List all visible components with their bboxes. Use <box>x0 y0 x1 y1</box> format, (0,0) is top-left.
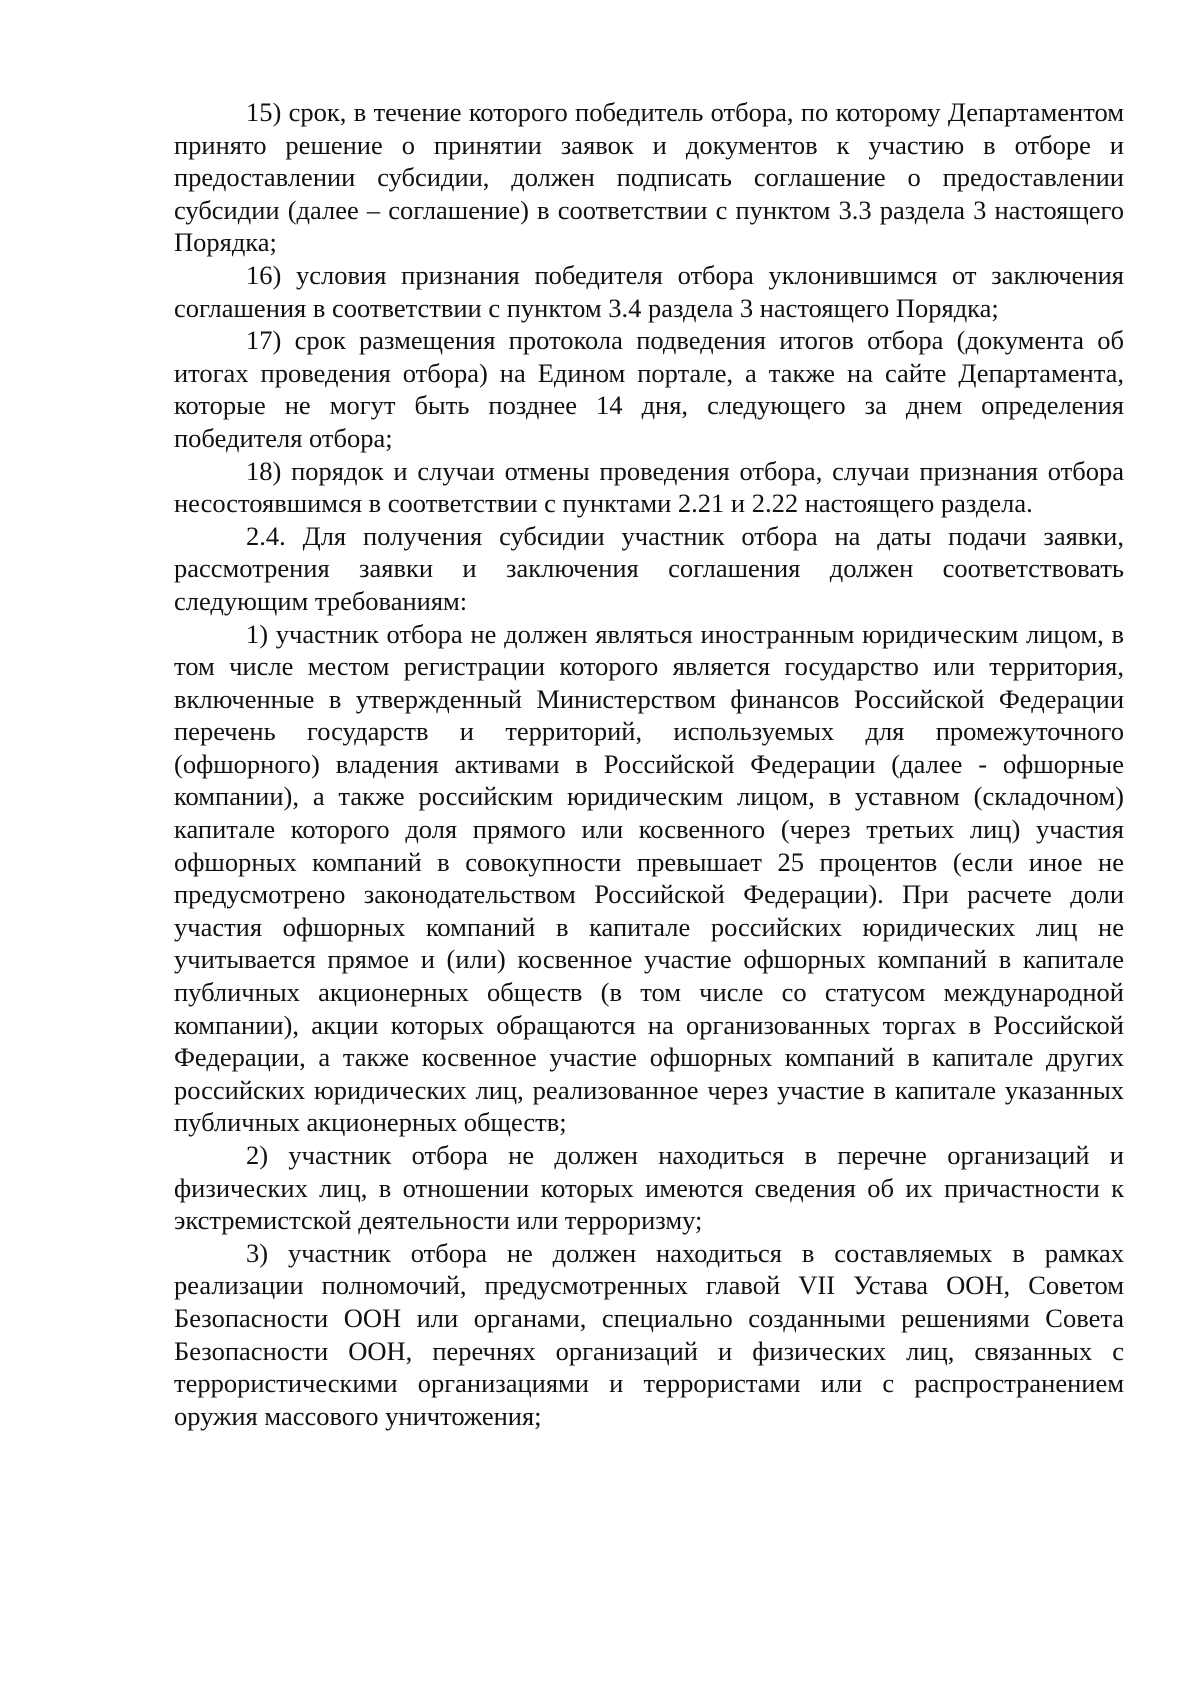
paragraph-item-17: 17) срок размещения протокола подведения итогов отбора (документа об итогах проведения отбора) на Едином портале, а также на сайте Департамента, которые не могут быть позднее 14 дня, следующего за днем определения победителя отбора; <box>174 325 1124 453</box>
paragraph-item-18: 18) порядок и случаи отмены проведения отбора, случаи признания отбора несостоявшимся в соответствии с пунктами 2.21 и 2.22 настоящего раздела. <box>174 455 1124 519</box>
paragraph-item-16: 16) условия признания победителя отбора уклонившимся от заключения соглашения в соответствии с пунктом 3.4 раздела 3 настоящего Порядка; <box>174 259 1124 323</box>
paragraph-section-2-4: 2.4. Для получения субсидии участник отбора на даты подачи заявки, рассмотрения заявки и заключения соглашения должен соответствовать следующим требованиям: <box>174 520 1124 616</box>
document-page <box>174 96 1124 1432</box>
paragraph-requirement-1: 1) участник отбора не должен являться иностранным юридическим лицом, в том числе местом регистрации которого является государство или территория, включенные в утвержденный Министерством финансов Российской Федерации перечень государств и территорий, используемых для промежуточного (офшорного) владения активами в Российской Федерации (далее - офшорные компании), а также российским юридическим лицом, в уставном (складочном) капитале которого доля прямого или косвенного (через третьих лиц) участия офшорных компаний в совокупности превышает 25 процентов (если иное не предусмотрено законодательством Российской Федерации). При расчете доли участия офшорных компаний в капитале российских юридических лиц не учитывается прямое и (или) косвенное участие офшорных компаний в капитале публичных акционерных обществ (в том числе со статусом международной компании), акции которых обращаются на организованных торгах в Российской Федерации, а также косвенное участие офшорных компаний в капитале других российских юридических лиц, реализованное через участие в капитале указанных публичных акционерных обществ; <box>174 618 1124 1138</box>
paragraph-requirement-3: 3) участник отбора не должен находиться в составляемых в рамках реализации полномочий, предусмотренных главой VII Устава ООН, Советом Безопасности ООН или органами, специально созданными решениями Совета Безопасности ООН, перечнях организаций и физических лиц, связанных с террористическими организациями и террористами или с распространением оружия массового уничтожения; <box>174 1237 1124 1431</box>
paragraph-item-15: 15) срок, в течение которого победитель отбора, по которому Департаментом принято решение о принятии заявок и документов к участию в отборе и предоставлении субсидии, должен подписать соглашение о предоставлении субсидии (далее – соглашение) в соответствии с пунктом 3.3 раздела 3 настоящего Порядка; <box>174 97 1124 258</box>
paragraph-requirement-2: 2) участник отбора не должен находиться в перечне организаций и физических лиц, в отношении которых имеются сведения об их причастности к экстремистской деятельности или терроризму; <box>174 1140 1124 1236</box>
